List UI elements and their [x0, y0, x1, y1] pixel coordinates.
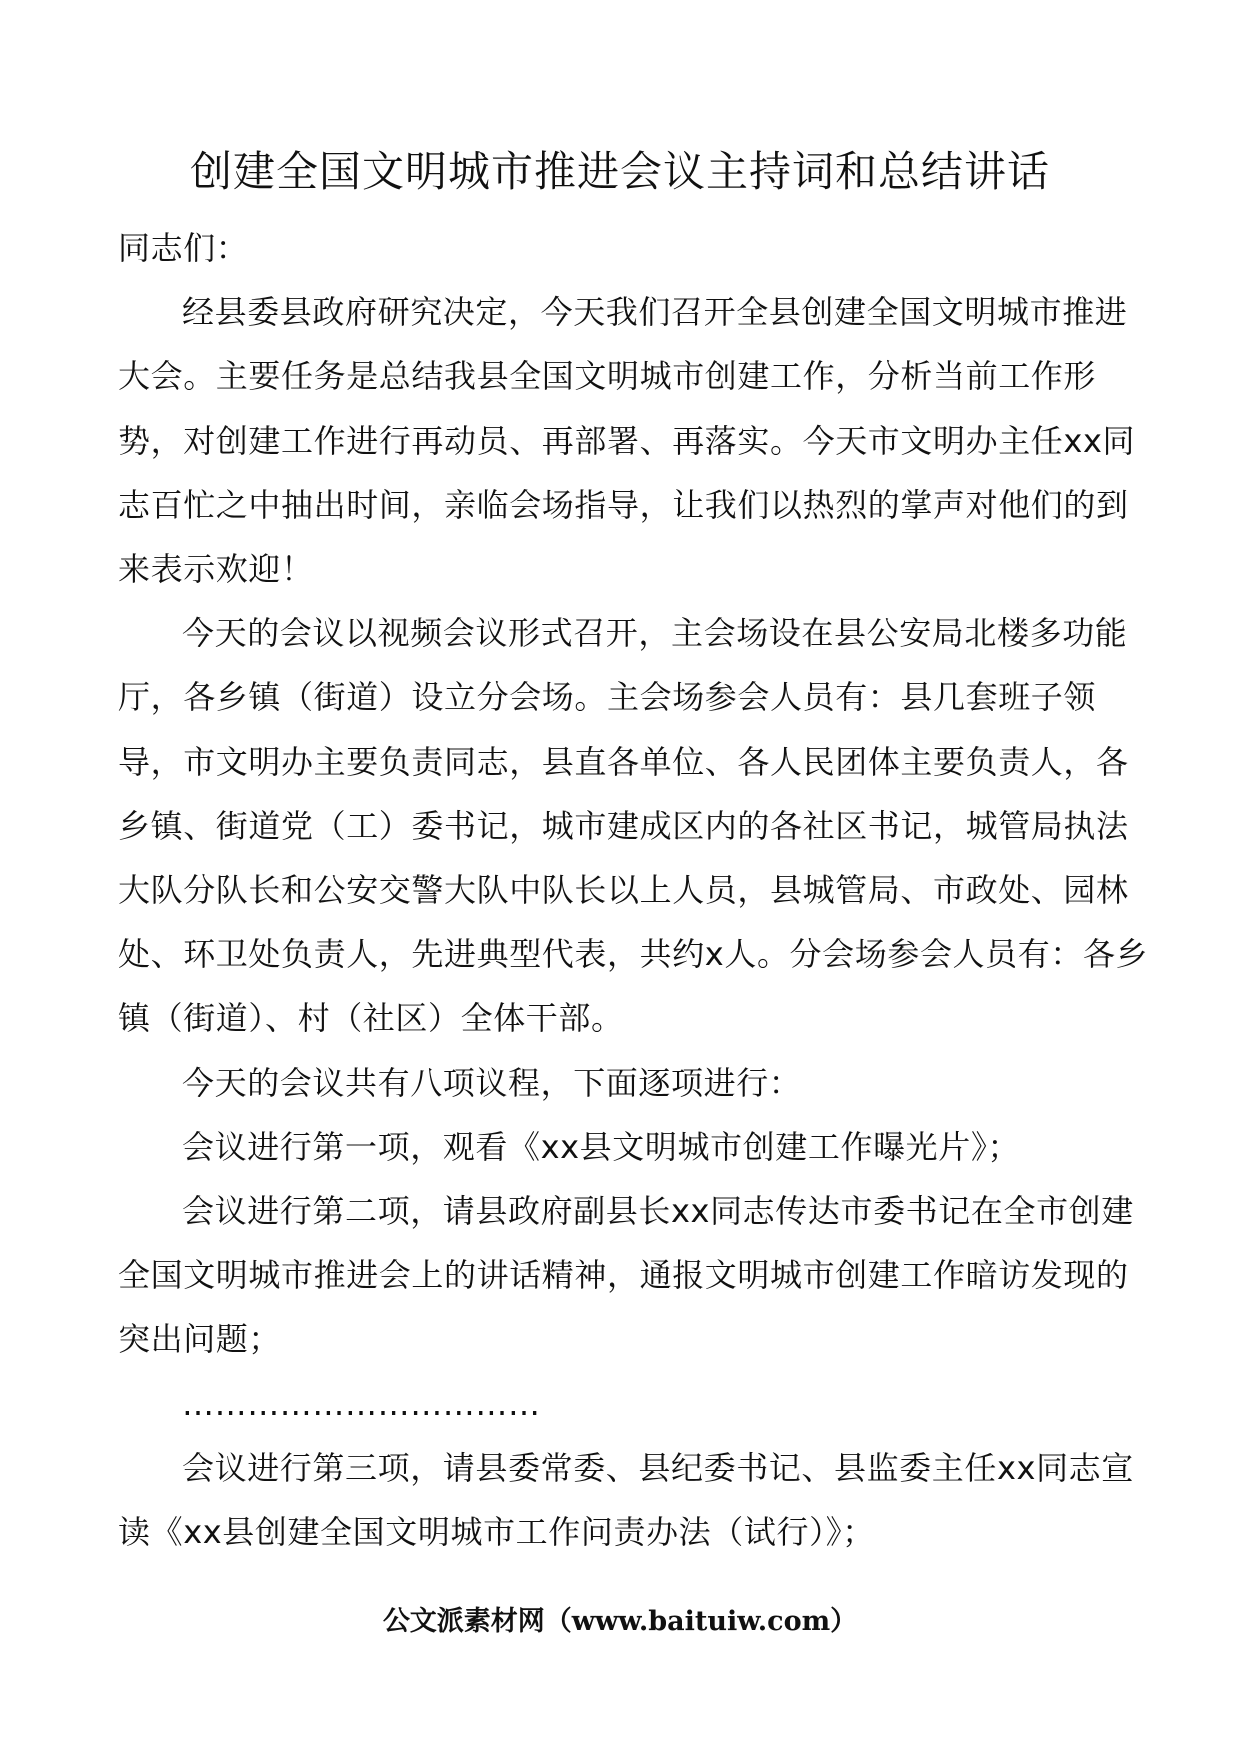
- footer-watermark: 公文派素材网（www.baituiw.com）: [382, 1606, 858, 1637]
- salutation: 同志们：: [118, 229, 249, 267]
- paragraph-agenda-item-3: 会议进行第三项，请县委常委、县纪委书记、县监委主任xx同志宣读《xx县创建全国文明城市工作问责办法（试行）》；: [118, 1448, 1134, 1552]
- paragraph-agenda-intro: 今天的会议共有八项议程，下面逐项进行：: [182, 1063, 802, 1102]
- paragraph-attendees: 今天的会议以视频会议形式召开，主会场设在县公安局北楼多功能厅，各乡镇（街道）设立分会场。主会场参会人员有：县几套班子领导，市文明办主要负责同志，县直各单位、各人民团体主要负责人，各乡镇、街道党（工）委书记，城市建成区内的各社区书记，城管局执法大队分队长和公安交警大队中队长以上人员，县城管局、市政处、园林处、环卫处负责人，先进典型代表，共约x人。分会场参会人员有：各乡镇（街道）、村（社区）全体干部。: [118, 614, 1149, 1038]
- ellipsis-separator: ……………………………: [182, 1384, 541, 1423]
- document-title: 创建全国文明城市推进会议主持词和总结讲话: [189, 147, 1050, 196]
- paragraph-agenda-item-2: 会议进行第二项，请县政府副县长xx同志传达市委书记在全市创建全国文明城市推进会上的讲话精神，通报文明城市创建工作暗访发现的突出问题；: [118, 1192, 1134, 1359]
- document-body: [118, 216, 1158, 1564]
- paragraph-opening: 经县委县政府研究决定，今天我们召开全县创建全国文明城市推进大会。主要任务是总结我县全国文明城市创建工作，分析当前工作形势，对创建工作进行再动员、再部署、再落实。今天市文明办主任xx同志百忙之中抽出时间，亲临会场指导，让我们以热烈的掌声对他们的到来表示欢迎！: [118, 293, 1136, 589]
- paragraph-agenda-item-1: 会议进行第一项，观看《xx县文明城市创建工作曝光片》；: [182, 1127, 1021, 1166]
